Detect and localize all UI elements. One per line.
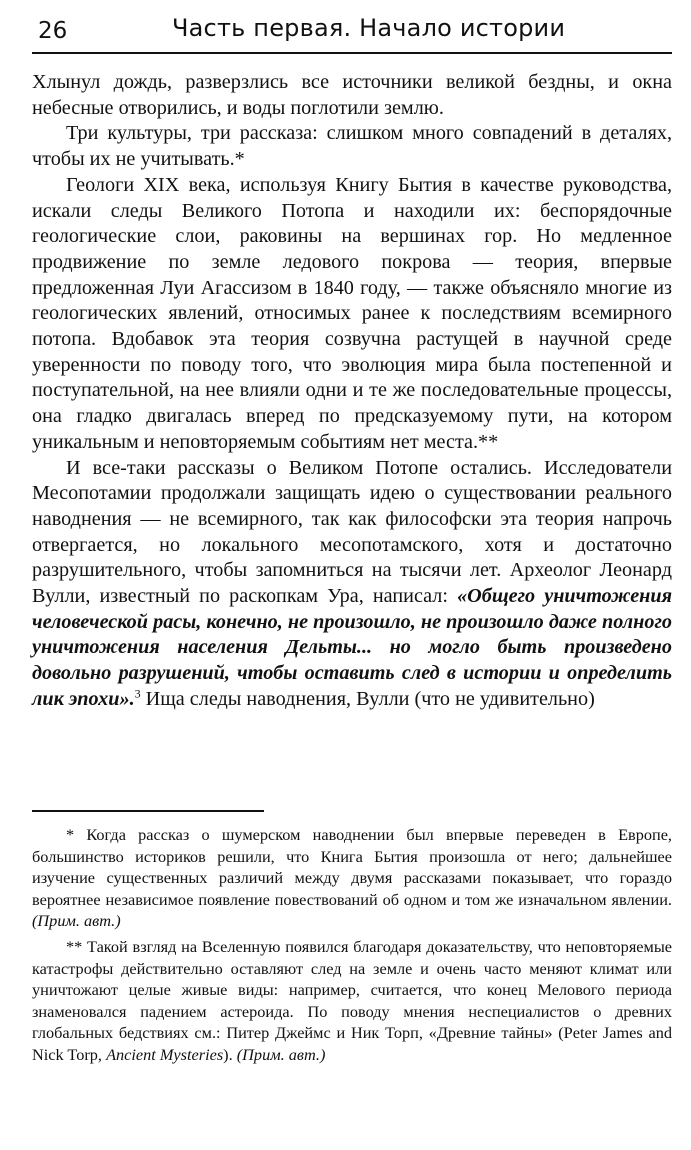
paragraph-2: Три культуры, три рассказа: слишком много совпадений в деталях, чтобы их не учитывать.* [32,122,672,171]
woolley-quote: «Общего уничтожения человеческой расы, конечно, не произошло, не произошло даже полного уничтожения населения Дельты... но могло быть произведено довольно разрушений, чтобы оставить след в истории и определить лик эпохи». [32,585,672,710]
running-title: Часть первая. Начало истории [172,14,566,42]
paragraph-3: Геологи XIX века, используя Книгу Бытия в качестве руководства, искали следы Великого Потопа и находили их: беспорядочные геологические слои, раковины на вершинах гор. Но медленное продвижение по земле ледового покрова — теория, впервые предложенная Луи Агассизом в 1840 году, — также объясняло многие из геологических явлений, относимых ранее к последствиям всемирного потопа. Вдобавок эта теория созвучна растущей в научной среде уверенности по поводу того, что эволюция мира была постепенной и поступательной, на нее влияли одни и те же последовательные процессы, она гладко двигалась вперед по предсказуемому пути, на котором уникальным и неповторяемым событиям нет места.** [32,173,672,453]
footnote-rule [32,810,264,812]
footnotes [32,824,672,1070]
footnote-2-book-title: Ancient Mysteries [106,1044,224,1064]
paragraph-1: Хлынул дождь, разверзлись все источники великой бездны, и окна небесные отворились, и воды поглотили землю. [32,71,672,119]
paragraph-4-start: И все-таки рассказы о Великом Потопе остались. Исследователи Месопотамии продолжали защищать идею о существовании реального наводнения — не всемирного, так как философски эта теория напрочь отвергается, но локального месопотамского, хотя и достаточно разрушительного, чтобы запомниться на тысячи лет. Археолог Леонард Вулли, известный по раскопкам Ура, написал: [32,456,672,608]
page-header [32,8,672,52]
footnote-1-note: (Прим. авт.) [32,911,121,931]
main-text [32,70,672,713]
footnote-2-text: ** Такой взгляд на Вселенную появился благодаря доказательству, что неповторяемые катастрофы действительно оставляют след на земле и очень часто меняют климат или уничтожают целые живые виды: например, считается, что конец Мелового периода знаменовался падением астероида. По поводу мнения неспециалистов о древних глобальных бедствиях см.: Питер Джеймс и Ник Торп, «Древние тайны» (Peter James and Nick Torp, [32,936,672,1064]
endnote-marker: 3 [134,686,141,701]
footnote-2 [32,936,672,1066]
paragraph-4 [32,456,672,713]
footnote-2-note: (Прим. авт.) [236,1044,326,1064]
footnote-1 [32,824,672,932]
footnote-2-tail: ). [223,1044,233,1064]
page-number: 26 [38,18,68,44]
header-rule [32,52,672,54]
paragraph-4-end: Ища следы наводнения, Вулли (что не удивительно) [140,687,595,710]
footnote-1-text: * Когда рассказ о шумерском наводнении был впервые переведен в Европе, большинство историков решили, что Книга Бытия произошла от него; дальнейшее изучение существенных различий между двумя рассказами показывает, что гораздо вероятнее независимое появление повествований об одном и том же изначальном явлении. [32,825,672,909]
